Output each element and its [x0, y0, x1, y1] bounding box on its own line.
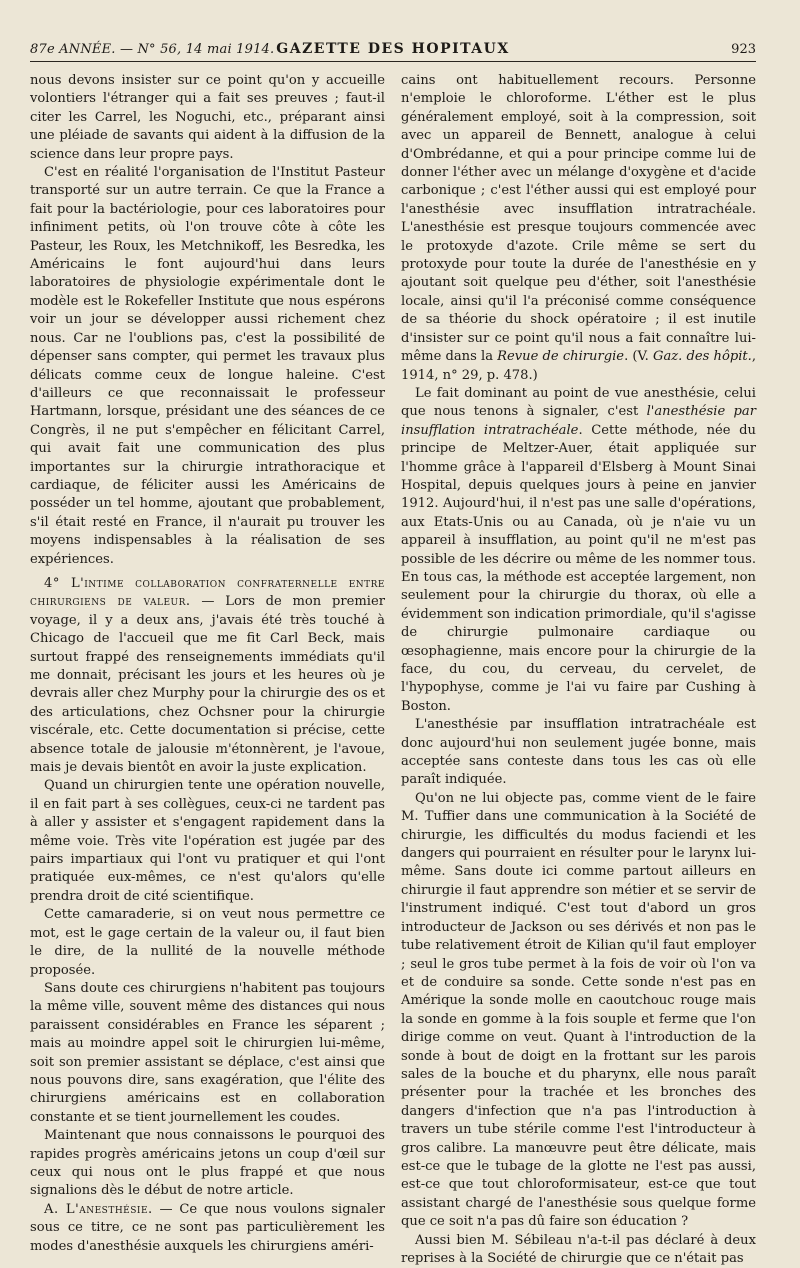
paragraph: C'est en réalité l'organisation de l'Institut Pasteur transporté sur un autre terrain. Ce que la France a fait pour la bactériologie, pour ces laboratoires pour infiniment petits, où l'on trouve côte à côte les Pasteur, les Roux, les Metchnikoff, les Besredka, les Américains le font aujourd'hui dans leurs laboratoires de physiologie expérimentale dont le modèle est le Rokefeller Institute que nous espérons voir un jour se développer aussi richement chez nous. Car ne l'oublions pas, c'est la possibilité de dépenser sans compter, qui permet les travaux plus délicats comme ceux de longue haleine. C'est d'ailleurs ce que reconnaissait le professeur Hartmann, lorsque, présidant une des séances de ce Congrès, il ne put s'empêcher en félicitant Carrel, qui avait fait une communication des plus importantes sur la chirurgie intrathoracique et cardiaque, de féliciter aussi les Américains de posséder un tel homme, ajoutant que probablement, s'il était resté en France, il n'aurait pu trouver les moyens indispensables à la réalisation de ses expériences. [30, 165, 385, 567]
paragraph-text: cains ont habituellement recours. Personne n'emploie le chloroforme. L'éther est le plus généralement employé, soit à la compression, soit avec un appareil de Bennett, analogue à celui d'Ombrédanne, et qui a pour principe comme lui de donner l'éther avec un mélange d'oxygène et d'acide carbonique ; c'est l'éther aussi qui est employé pour l'anesthésie avec insufflation intratrachéale. L'anesthésie est presque toujours commencée avec le protoxyde d'azote. Crile même se sert du protoxyde pour toute la durée de l'anesthésie en y ajoutant soit quelque peu d'éther, soit l'anesthésie locale, ainsi qu'il l'a préconisé comme conséquence de sa théorie du shock opératoire ; il est inutile d'insister sur ce point qu'il nous a fait connaître lui-même dans la [401, 73, 756, 365]
page-number: 923 [731, 42, 756, 57]
section-heading: A. L'anesthésie. [44, 1201, 153, 1217]
section-4-paragraph [30, 575, 385, 777]
paragraph-text: Le fait dominant au point de vue anesthésie, celui que nous tenons à signaler, c'est [401, 385, 756, 420]
paragraph-text: , 1914, n° 29, p. 478.) [401, 349, 756, 383]
section-text: — Ce que nous voulons signaler sous ce titre, ce ne sont pas particulièrement les modes d'anesthésie auxquels les chirurgiens améri- [30, 1201, 386, 1254]
section-a-paragraph [30, 1201, 385, 1256]
journal-title: GAZETTE DES HOPITAUX [276, 41, 510, 57]
paragraph: Aussi bien M. Sébileau n'a-t-il pas déclaré à deux reprises à la Société de chirurgie que ce n'était pas [401, 1232, 756, 1266]
text-columns [30, 72, 756, 1268]
paragraph-text: . (V. [624, 349, 653, 365]
paragraph [401, 72, 756, 385]
paragraph: Sans doute ces chirurgiens n'habitent pas toujours la même ville, souvent même des distances qui nous paraissent considérables en France les séparent ; mais au moindre appel soit le chirurgien lui-même, soit son premier assistant se déplace, c'est ainsi que nous pouvons dire, sans exagération, que l'élite des chirurgiens américains est en collaboration constante et se tient journellement les coudes. [30, 980, 385, 1125]
paragraph: Qu'on ne lui objecte pas, comme vient de le faire M. Tuffier dans une communication à la Société de chirurgie, les difficultés du modus faciendi et les dangers qui pourraient en résulter pour le larynx lui-même. Sans doute ici comme partout ailleurs en chirurgie il faut apprendre son métier et se servir de l'instrument indiqué. C'est tout d'abord un gros introducteur de Jackson ou ses dérivés et non pas le tube relativement étroit de Kilian qu'il faut employer ; seul le gros tube permet à la fois de voir où l'on va et de conduire sa sonde. Cette sonde n'est pas en Amérique la sonde molle en caoutchouc rouge mais la sonde en gomme à la fois souple et ferme que l'on dirige comme on veut. Quant à l'introduction de la sonde à bout de doigt en la frottant sur les parois sales de la bouche et du pharynx, elle nous paraît présenter pour la trachée et les bronches des dangers d'infection que n'a pas l'introduction à travers un tube stérile comme l'est l'introducteur à gros calibre. La manœuvre peut être délicate, mais est-ce que le tubage de la glotte ne l'est pas aussi, est-ce que tout chloroformisateur, est-ce que tout assistant chargé de l'anesthésie sous quelque forme que ce soit n'a pas dû faire son éducation ? [401, 790, 756, 1230]
emphasis: l'anesthésie par insufflation intratrachéale [401, 404, 756, 438]
reference-citation: Gaz. des hôpit. [653, 349, 752, 365]
page-header [30, 26, 756, 62]
paragraph: L'anesthésie par insufflation intratrachéale est donc aujourd'hui non seulement jugée bonne, mais acceptée sans conteste dans tous les cas où elle paraît indiquée. [401, 717, 756, 788]
paragraph: Maintenant que nous connaissons le pourquoi des rapides progrès américains jetons un coup d'œil sur ceux qui nous ont le plus frappé et que nous signalions dès le début de notre article. [30, 1128, 385, 1199]
issue-info: 87e ANNÉE. — N° 56, 14 mai 1914. [30, 42, 275, 57]
paragraph-text: . Cette méthode, née du principe de Meltzer-Auer, était appliquée sur l'homme grâce à l'appareil d'Elsberg à Mount Sinai Hospital, depuis quelques jours à peine en janvier 1912. Aujourd'hui, il n'est pas une salle d'opérations, aux Etats-Unis ou au Canada, où je n'aie vu un appareil à insufflation, au point qu'il ne m'est pas possible de les décrire ou même de les nommer tous. En tous cas, la méthode est acceptée largement, non seulement pour la chirurgie du thorax, où elle a évidemment son indication primordiale, qu'il s'agisse de chirurgie pulmonaire cardiaque ou œsophagienne, mais encore pour la chirurgie de la face, du cou, du cerveau, du cervelet, de l'hypophyse, comme je l'ai vu faire par Cushing à Boston. [401, 422, 756, 714]
paragraph: nous devons insister sur ce point qu'on y accueille volontiers l'étranger qui a fait ses preuves ; faut-il citer les Carrel, les Noguchi, etc., préparant ainsi une pléiade de savants qui aident à la diffusion de la science dans leur propre pays. [30, 73, 385, 162]
right-column [401, 72, 756, 1268]
section-heading: 4° L'intime collaboration confraternelle entre chirurgiens de valeur. [30, 575, 385, 610]
journal-citation: Revue de chirurgie [497, 349, 625, 365]
paragraph: Cette camaraderie, si on veut nous permettre ce mot, est le gage certain de la valeur ou, il faut bien le dire, de la nullité de la nouvelle méthode proposée. [30, 907, 385, 978]
paragraph: Quand un chirurgien tente une opération nouvelle, il en fait part à ses collègues, ceux-ci ne tardent pas à aller y assister et s'engagent rapidement dans la même voie. Très vite l'opération est jugée par des pairs impartiaux qui l'ont vu pratiquer et qui l'ont pratiquée eux-mêmes, ce n'est qu'alors qu'elle prendra droit de cité scientifique. [30, 778, 385, 904]
left-column [30, 72, 385, 1268]
section-text: — Lors de mon premier voyage, il y a deux ans, j'avais été très touché à Chicago de l'accueil que me fit Carl Beck, mais surtout frappé des renseignements immédiats qu'il me donnait, précisant les jours et les heures où je devrais aller chez Murphy pour la chirurgie des os et des articulations, chez Ochsner pour la chirurgie viscérale, etc. Cette documentation si précise, cette absence totale de jalousie m'étonnèrent, je l'avoue, mais je devais bientôt en avoir la juste explication. [30, 594, 385, 776]
paragraph [401, 385, 756, 716]
